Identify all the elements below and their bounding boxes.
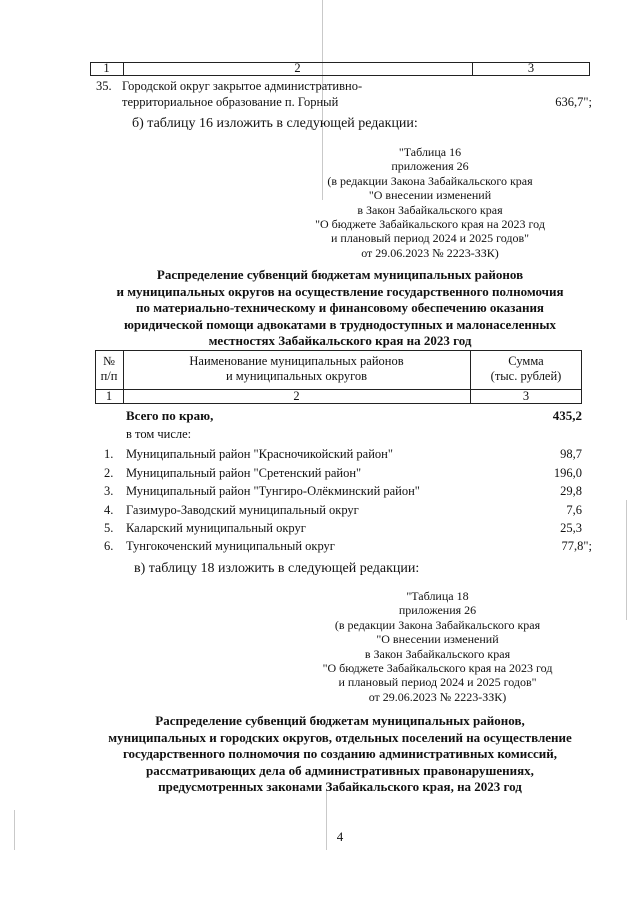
row-number: 4.: [104, 503, 114, 517]
row-value: 98,7: [560, 447, 582, 461]
caption-line: (в редакции Закона Забайкальского края: [327, 173, 533, 188]
table-row: [104, 466, 361, 481]
top-table-col-number: 2: [294, 61, 301, 75]
header-text: Сумма: [508, 354, 544, 368]
caption-line: (в редакции Закона Забайкальского края: [334, 617, 541, 632]
table18-title: [70, 713, 610, 796]
top-table-row-value: 636,7";: [555, 95, 592, 109]
caption-line: от 29.06.2023 № 2223-ЗЗК): [368, 689, 507, 704]
top-table-col-number: 1: [103, 61, 110, 75]
header-text: п/п: [100, 369, 118, 383]
title-line: по материально-техническому и финансовому обеспечению оказания: [136, 300, 544, 315]
top-table-row-name: территориальное образование п. Горный: [122, 95, 339, 109]
table16-title: [80, 267, 600, 350]
scan-artifact-line: [626, 500, 627, 620]
row-name: Тунгокоченский муниципальный округ: [126, 539, 335, 553]
table16-total-value: 435,2: [552, 408, 582, 423]
caption-line: приложения 26: [391, 159, 469, 174]
title-line: государственного полномочия по созданию административных комиссий,: [122, 746, 558, 761]
row-value: 25,3: [560, 521, 582, 535]
header-text: и муниципальных округов: [225, 369, 368, 383]
table18-caption: [315, 589, 560, 704]
header-text: (тыс. рублей): [490, 369, 562, 383]
row-value: 29,8: [560, 484, 582, 498]
caption-line: и плановый период 2024 и 2025 годов": [330, 231, 530, 246]
table-row: [104, 447, 393, 462]
table16-col-number: 2: [293, 389, 300, 403]
table-row: [104, 521, 306, 536]
caption-line: приложения 26: [398, 603, 477, 618]
header-text: №: [103, 354, 115, 368]
table16-col-number: 3: [522, 389, 530, 403]
table-row: [104, 539, 335, 554]
caption-line: "Таблица 16: [398, 145, 462, 159]
row-name: Газимуро-Заводский муниципальный округ: [126, 503, 359, 517]
row-number: 2.: [104, 466, 114, 480]
title-line: и муниципальных округов на осуществление государственного полномочия: [116, 283, 564, 299]
title-line: муниципальных и городских округов, отдельных поселений на осуществление: [108, 729, 572, 745]
row-number: 5.: [104, 521, 114, 535]
table16-caption: [310, 145, 550, 260]
table16-header-name: [123, 354, 470, 384]
title-line: рассматривающих дела об административных правонарушениях,: [146, 762, 534, 778]
table-row: [104, 484, 420, 499]
caption-line: от 29.06.2023 № 2223-ЗЗК): [361, 245, 499, 260]
caption-line: и плановый период 2024 и 2025 годов": [338, 675, 537, 690]
instruction-v: в) таблицу 18 изложить в следующей редакции:: [134, 561, 420, 576]
row-name: Муниципальный район "Сретенский район": [126, 466, 362, 480]
header-text: Наименование муниципальных районов: [189, 354, 404, 368]
title-line: Распределение субвенций бюджетам муниципальных районов: [156, 267, 524, 282]
caption-line: в Закон Забайкальского края: [357, 202, 503, 217]
page-number: 4: [336, 829, 344, 844]
top-table-col-number: 3: [527, 61, 535, 75]
row-value: 196,0: [553, 466, 582, 480]
row-number: 3.: [104, 484, 114, 498]
caption-line: "О бюджете Забайкальского края на 2023 год: [322, 660, 553, 675]
top-table-row-number: 35.: [96, 79, 112, 93]
scan-artifact-line: [14, 810, 15, 850]
title-line: юридической помощи адвокатами в труднодоступных и малонаселенных: [123, 316, 557, 332]
row-value: 7,6: [566, 503, 582, 517]
row-number: 6.: [104, 539, 114, 553]
caption-line: "О внесении изменений: [376, 632, 499, 647]
row-name: Каларский муниципальный округ: [126, 521, 306, 535]
table-row: [104, 503, 359, 518]
row-name: Муниципальный район "Красночикойский район": [126, 447, 393, 461]
title-line: местностях Забайкальского края на 2023 год: [208, 333, 472, 348]
row-number: 1.: [104, 447, 114, 461]
row-value: 77,8";: [561, 539, 592, 553]
table16-header-num: [95, 354, 123, 384]
table16-including: в том числе:: [126, 427, 192, 441]
table16-header-sum: [470, 354, 582, 384]
caption-line: "О бюджете Забайкальского края на 2023 год: [315, 216, 545, 231]
table16-col-number: 1: [105, 389, 113, 403]
caption-line: "О внесении изменений: [368, 188, 492, 203]
instruction-b: б) таблицу 16 изложить в следующей редакции:: [132, 116, 418, 131]
caption-line: в Закон Забайкальского края: [364, 646, 511, 661]
top-table-row-name: Городской округ закрытое административно-: [122, 79, 363, 93]
title-line: Распределение субвенций бюджетам муниципальных районов,: [155, 713, 525, 728]
title-line: предусмотренных законами Забайкальского края, на 2023 год: [158, 779, 522, 794]
table16-total-label: Всего по краю,: [126, 408, 214, 423]
caption-line: "Таблица 18: [406, 589, 469, 603]
row-name: Муниципальный район "Тунгиро-Олёкминский район": [126, 484, 420, 498]
